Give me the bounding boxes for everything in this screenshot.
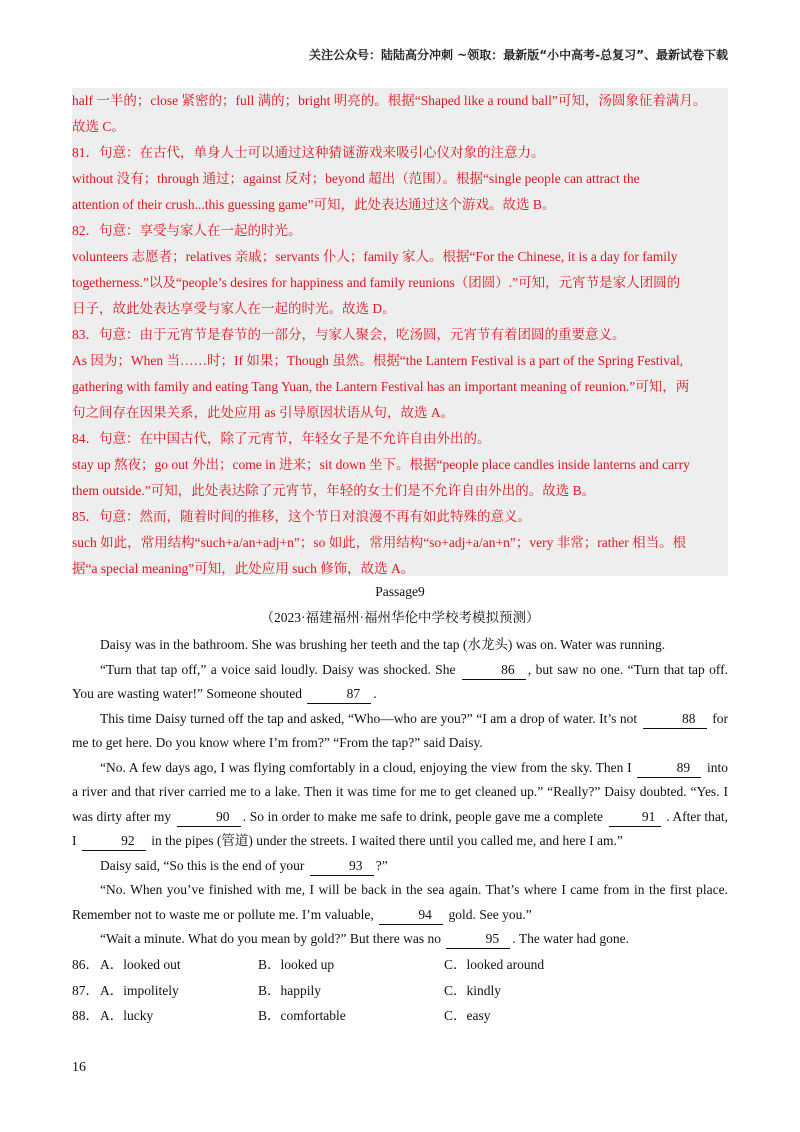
question-number: 86． <box>72 957 99 972</box>
paragraph-text: “No. When you’ve finished with me, I will be back in the sea again. That’s where I came from in the first place. Remember not to waste me or pollute me. I’m valuable, <box>72 882 728 922</box>
question-row <box>72 978 728 1004</box>
paragraph-text: into a river and that river carried me to a lake. Then it was time for me to get cleaned up.” “Really?” Daisy doubted. “Yes. I was dirty after my <box>72 759 729 824</box>
paragraph-text: This time Daisy turned off the tap and asked, “Who—who are you?” “I am a drop of water. It’s not <box>100 710 638 726</box>
paragraph-text: . The water had gone. <box>512 931 630 946</box>
page-header: 关注公众号：陆陆高分冲刺 ~领取：最新版“小中高考-总复习”、最新试卷下载 <box>309 48 728 62</box>
blank-86: 86 <box>462 661 526 680</box>
option-a: A．looked out <box>100 957 181 972</box>
paragraph-text: “Wait a minute. What do you mean by gold?” But there was no <box>100 931 441 946</box>
paragraph <box>72 658 728 707</box>
option-b: B．comfortable <box>258 1008 346 1023</box>
blank-88: 88 <box>643 710 707 729</box>
paragraph-text: . After that, I <box>72 808 729 848</box>
blank-89: 89 <box>637 759 701 778</box>
analysis-line: 故选 C。 <box>72 119 125 134</box>
question-number: 88． <box>72 1008 99 1023</box>
option-a: A．impolitely <box>100 982 179 998</box>
blank-94: 94 <box>379 906 443 925</box>
paragraph <box>72 756 728 854</box>
passage-source: （2023·福建福州·福州华伦中学校考模拟预测） <box>260 610 540 625</box>
paragraph-text: “Turn that tap off,” a voice said loudly. Daisy was shocked. She <box>100 661 456 677</box>
paragraph <box>72 878 728 927</box>
analysis-line: 句之间存在因果关系，此处应用 as 引导原因状语从句，故选 A。 <box>72 405 455 420</box>
analysis-line: gathering with family and eating Tang Yuan, the Lantern Festival has an important meaning of reunion.”可知，两 <box>72 379 690 394</box>
analysis-line: 84．句意：在中国古代，除了元宵节，年轻女子是不允许自由外出的。 <box>72 431 491 446</box>
page-number: 16 <box>72 1060 86 1075</box>
paragraph-text: in the pipes (管道) under the streets. I waited there until you called me, and here I am.” <box>151 833 623 848</box>
analysis-line: 83．句意：由于元宵节是春节的一部分，与家人聚会，吃汤圆，元宵节有着团圆的重要意义。 <box>72 327 626 342</box>
blank-90: 90 <box>177 808 241 827</box>
paragraph-text: , but saw no one. “Turn that tap off. You are wasting water!” Someone shouted <box>72 661 729 701</box>
analysis-line: togetherness.”以及“people’s desires for happiness and family reunions（团圆）.”可知，元宵节是家人团圆的 <box>72 275 681 290</box>
passage-body <box>72 633 728 952</box>
paragraph-text: “No. A few days ago, I was flying comfortably in a cloud, enjoying the view from the sky. Then I <box>100 759 632 775</box>
paragraph <box>72 707 728 756</box>
answer-analysis-section <box>72 88 728 576</box>
analysis-line: 82．句意：享受与家人在一起的时光。 <box>72 223 302 238</box>
paragraph-text: gold. See you.” <box>448 906 532 922</box>
option-c: C．easy <box>444 1008 491 1023</box>
analysis-line: 81．句意：在古代，单身人士可以通过这种猜谜游戏来吸引心仪对象的注意力。 <box>72 145 545 160</box>
paragraph <box>72 633 728 658</box>
paragraph-text: Daisy was in the bathroom. She was brushing her teeth and the tap (水龙头) was on. Water was running. <box>100 637 666 652</box>
question-number: 87． <box>72 982 99 998</box>
paragraph-text: Daisy said, “So this is the end of your <box>100 857 305 873</box>
analysis-line: volunteers 志愿者；relatives 亲戚；servants 仆人；family 家人。根据“For the Chinese, it is a day for family <box>72 249 678 264</box>
option-b: B．looked up <box>258 957 335 972</box>
option-c: C．looked around <box>444 957 545 972</box>
paragraph-text: . So in order to make me safe to drink, people gave me a complete <box>242 808 604 824</box>
paragraph <box>72 927 728 952</box>
blank-92: 92 <box>82 832 146 851</box>
option-b: B．happily <box>258 982 321 998</box>
paragraph-text: ?” <box>375 857 388 873</box>
analysis-line: half 一半的；close 紧密的；full 满的；bright 明亮的。根据“Shaped like a round ball”可知，汤圆象征着满月。 <box>72 93 707 108</box>
blank-87: 87 <box>307 685 371 704</box>
option-a: A．lucky <box>100 1008 154 1023</box>
analysis-line: 据“a special meaning”可知，此处应用 such 修饰，故选 A。 <box>72 561 415 576</box>
question-options <box>72 952 728 1029</box>
analysis-line: As 因为；When 当……时；If 如果；Though 虽然。根据“the Lantern Festival is a part of the Spring Festival, <box>72 353 684 368</box>
analysis-line: without 没有；through 通过；against 反对；beyond 超出（范围）。根据“single people can attract the <box>72 171 640 186</box>
option-c: C．kindly <box>444 982 502 998</box>
paragraph-text: for me to get here. Do you know where I’m from?” “From the tap?” said Daisy. <box>72 710 729 750</box>
analysis-line: 85．句意：然而，随着时间的推移，这个节日对浪漫不再有如此特殊的意义。 <box>72 509 531 524</box>
blank-93: 93 <box>310 857 374 876</box>
analysis-line: stay up 熬夜；go out 外出；come in 进来；sit down 坐下。根据“people place candles inside lanterns and carry <box>72 457 690 472</box>
analysis-line: such 如此，常用结构“such+a/an+adj+n”；so 如此，常用结构“so+adj+a/an+n”；very 非常；rather 相当。根 <box>72 535 687 550</box>
blank-95: 95 <box>446 930 510 949</box>
paragraph-text: . <box>373 686 377 701</box>
question-row <box>72 952 728 978</box>
paragraph <box>72 854 728 879</box>
analysis-line: 日子，故此处表达享受与家人在一起的时光。故选 D。 <box>72 301 396 316</box>
analysis-line: attention of their crush...this guessing game”可知，此处表达通过这个游戏。故选 B。 <box>72 197 556 212</box>
passage-title: Passage9 <box>375 584 425 599</box>
blank-91: 91 <box>609 808 661 827</box>
question-row <box>72 1003 728 1029</box>
analysis-line: them outside.”可知，此处表达除了元宵节，年轻的女士们是不允许自由外出的。故选 B。 <box>72 483 596 498</box>
